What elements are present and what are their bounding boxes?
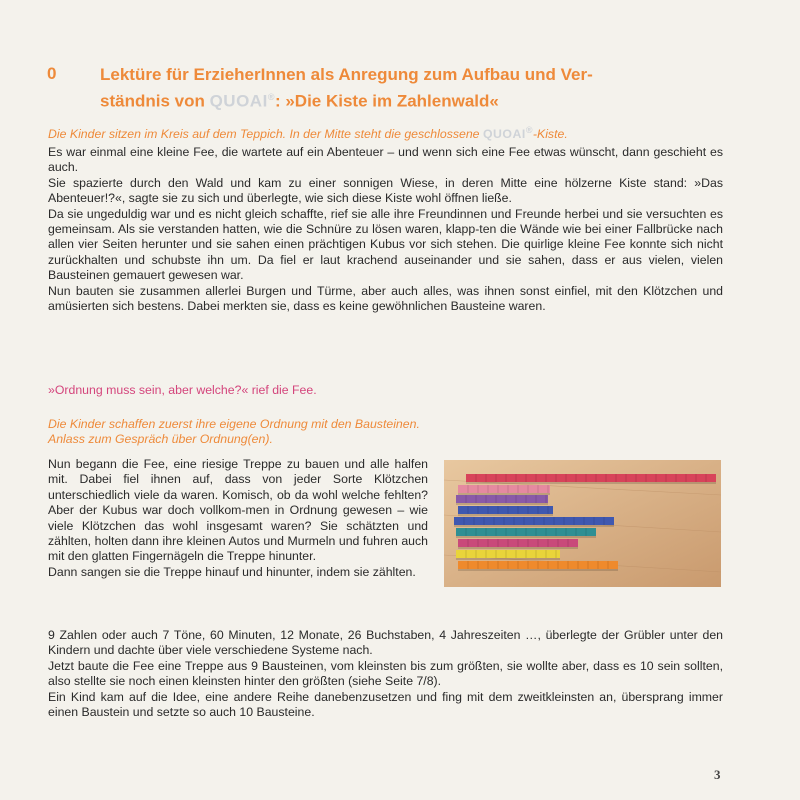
registered-mark: ® <box>267 92 275 102</box>
story-block-1 <box>48 145 723 314</box>
heading-line-1: Lektüre für ErzieherInnen als Anregung zum Aufbau und Ver- <box>100 65 593 84</box>
chapter-heading <box>100 64 740 113</box>
story-paragraph: Nun begann die Fee, eine riesige Treppe zu bauen und alle halfen mit. Dabei fiel ihnen auf, dass von jeder Sorte Klötzchen unterschiedlich viele da waren. Komisch, ob da wohl welche fehlten? Aber der Kubus war doch vollkom-men in Ordnung gewesen – wie viele Klötzchen das wohl insgesamt waren? Sie schätzten und zählten, holten dann ihre kleinen Autos und Murmeln und fuhren auch mit den glatten Fingernägeln die Treppe hinunter. <box>48 457 428 564</box>
brand-logo-text: QUOAI <box>209 91 268 111</box>
block-shadow <box>458 569 618 571</box>
block-row-2 <box>458 485 550 493</box>
block-shadow <box>456 536 596 538</box>
story-paragraph: Es war einmal eine kleine Fee, die wartete auf ein Abenteuer – und wenn sich eine Fee etwas wünscht, dann geschieht es auch. <box>48 145 723 175</box>
story-paragraph: Nun bauten sie zusammen allerlei Burgen und Türme, aber auch alles, was ihnen sonst einfiel, mit den Klötzchen und amüsierten sich bestens. Dabei merkten sie, dass es keine gewöhnlichen Bausteine waren. <box>48 283 723 314</box>
block-shadow <box>458 547 578 549</box>
intro2-line-1: Die Kinder schaffen zuerst ihre eigene Ordnung mit den Bausteinen. <box>48 417 420 431</box>
block-shadow <box>466 482 716 484</box>
block-shadow <box>456 503 548 505</box>
intro-instruction <box>48 125 748 141</box>
story-block-2 <box>48 457 428 580</box>
intro2-line-2: Anlass zum Gespräch über Ordnung(en). <box>48 432 273 447</box>
fairy-quote: »Ordnung muss sein, aber welche?« rief die Fee. <box>48 383 317 397</box>
heading-text-2: ständnis von <box>100 91 210 111</box>
block-shadow <box>454 525 614 527</box>
intro-text-after: -Kiste. <box>532 127 568 142</box>
intro-instruction-2 <box>48 417 748 448</box>
story-paragraph: Da sie ungeduldig war und es nicht gleich schaffte, rief sie alle ihre Freundinnen und Freunde herbei und sie versuchten es gemeinsam. Als sie verstanden hatten, wie die Schnüre zu lösen waren, klapp-ten die Wände wie bei einer Fallbrücke nach allen vier Seiten herunter und sie sahen einen prächtigen Kubus vor sich stehen. Die quirlige kleine Fee konnte sich nicht zurückhalten und schubste ihn um. Da fiel er laut krachend auseinander und sie sahen, dass er aus vielen, vielen Bausteinen gemauert gewesen war. <box>48 206 723 283</box>
block-shadow <box>456 558 560 560</box>
chapter-number: 0 <box>47 64 57 83</box>
story-paragraph: Dann sangen sie die Treppe hinauf und hinunter, indem sie zählten. <box>48 564 416 579</box>
intro-reg-mark: ® <box>525 125 533 135</box>
story-paragraph: Jetzt baute die Fee eine Treppe aus 9 Bausteinen, vom kleinsten bis zum größten, sie wollte aber, dass es 10 sein sollten, also stellte sie noch einen kleinsten hinter den größten (siehe Seite 7/8). <box>48 658 723 689</box>
story-paragraph: Sie spazierte durch den Wald und kam zu einer sonnigen Wiese, in deren Mitte eine hölzerne Kiste stand: »Das Abenteuer!?«, sagte sie zu sich und überlegte, wie sich diese Kiste wohl öffnen ließe. <box>48 175 723 206</box>
blocks-photo-illustration <box>444 460 721 587</box>
block-shadow <box>458 493 550 495</box>
story-paragraph: Ein Kind kam auf die Idee, eine andere Reihe danebenzusetzen und fing mit dem zweitkleinsten an, übersprang immer einen Baustein und setzte so auch 10 Bausteine. <box>48 689 723 720</box>
block-shadow <box>458 514 553 516</box>
intro-text-before: Die Kinder sitzen im Kreis auf dem Teppich. In der Mitte steht die geschlossene <box>48 127 483 142</box>
block-row-8 <box>456 550 560 558</box>
story-paragraph: 9 Zahlen oder auch 7 Töne, 60 Minuten, 12 Monate, 26 Buchstaben, 4 Jahreszeiten …, überlegte der Grübler unter den Kindern und dachte über viele verschiedene Systeme nach. <box>48 628 723 658</box>
heading-text-3: : »Die Kiste im Zahlenwald« <box>274 91 499 111</box>
block-row-3 <box>456 495 548 503</box>
photo-building-blocks-staircase <box>444 460 721 587</box>
block-row-1 <box>466 474 716 482</box>
intro-brand: QUOAI <box>482 127 526 142</box>
block-row-4 <box>458 506 553 514</box>
page-number: 3 <box>714 767 721 782</box>
story-block-3 <box>48 628 723 720</box>
